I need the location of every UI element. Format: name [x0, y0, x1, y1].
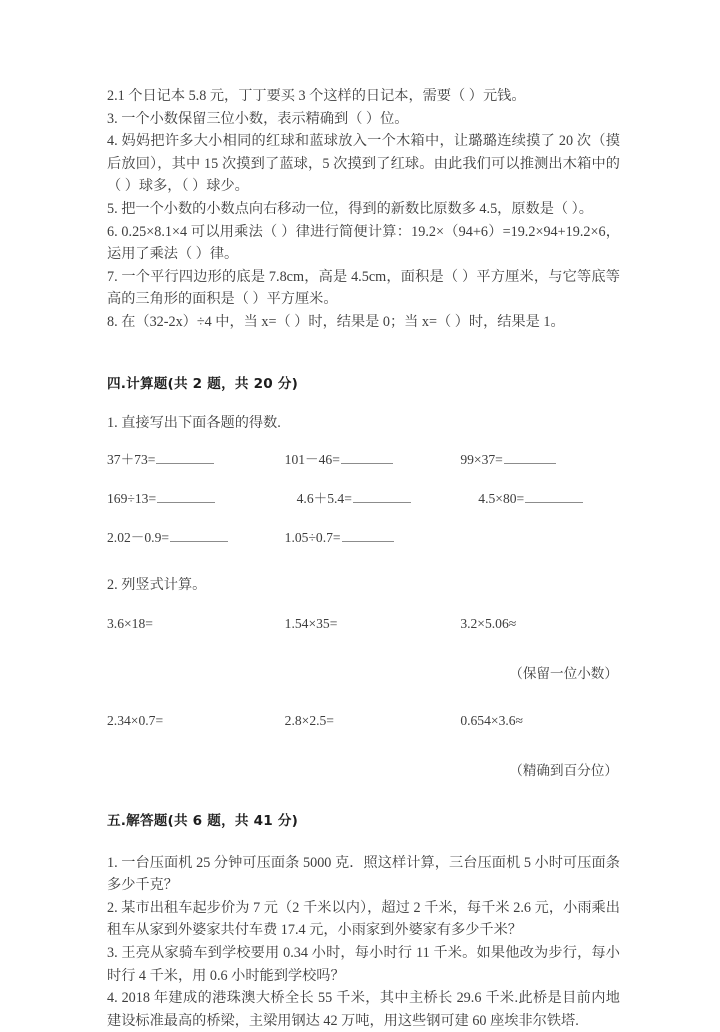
- section-heading-five: 五.解答题(共 6 题，共 41 分): [107, 812, 299, 829]
- vertical-calc-cell: [107, 711, 285, 731]
- oral-calc-cell: [460, 450, 620, 470]
- vertical-calc-cell: [460, 614, 620, 634]
- answer-blank-line[interactable]: [170, 530, 228, 542]
- fill-item-2: 2.1 个日记本 5.8 元，丁丁要买 3 个这样的日记本，需要（ ）元钱。: [107, 88, 526, 104]
- subprompt-vertical-calculation: 2. 列竖式计算。: [107, 576, 207, 593]
- section-heading-four: 四.计算题(共 2 题，共 20 分): [107, 375, 299, 392]
- oral-calc-expression: 4.6＋5.4=: [296, 490, 352, 506]
- oral-calc-expression: 37＋73=: [107, 451, 156, 467]
- rounding-note-one-decimal: （保留一位小数）: [509, 665, 618, 681]
- oral-calculation-grid: [107, 450, 620, 548]
- oral-calc-cell: [107, 528, 285, 548]
- fill-item-3: 3. 一个小数保留三位小数，表示精确到（ ）位。: [107, 110, 409, 127]
- vertical-calc-row: [107, 614, 620, 634]
- oral-calc-cell: [285, 528, 461, 548]
- subprompt-oral-calculation: 1. 直接写出下面各题的得数.: [107, 414, 281, 431]
- vertical-calc-expression: 2.34×0.7=: [107, 712, 164, 728]
- fill-item-4: 4. 妈妈把许多大小相同的红球和蓝球放入一个木箱中，让璐璐连续摸了 20 次（摸后放回），其中 15 次摸到了蓝球，5 次摸到了红球。由此我们可以推测出木箱中的（ ）球多，（ ）球少。: [107, 133, 620, 195]
- fill-in-blank-section: [107, 85, 620, 334]
- oral-calc-cell: [285, 450, 461, 470]
- oral-calc-expression: 99×37=: [460, 451, 503, 467]
- answer-item-4: 4. 2018 年建成的港珠澳大桥全长 55 千米，其中主桥长 29.6 千米.此桥是目前内地建设标准最高的桥梁，主梁用钢达 42 万吨，用这些钢可建 60 座埃非尔铁塔.: [107, 990, 620, 1029]
- answer-blank-line[interactable]: [342, 530, 394, 542]
- vertical-calc-expression: 2.8×2.5=: [284, 712, 334, 728]
- answer-item-1: 1. 一台压面机 25 分钟可压面条 5000 克．照这样计算，三台压面机 5 小时可压面条多少千克？: [107, 854, 620, 894]
- vertical-calc-cell: [285, 711, 461, 731]
- oral-calc-cell: [285, 489, 461, 509]
- answer-blank-line[interactable]: [525, 491, 583, 503]
- spacer: [107, 682, 620, 711]
- vertical-calc-expression: 1.54×35=: [284, 615, 338, 631]
- oral-calc-cell: [460, 489, 620, 509]
- oral-calc-cell: [107, 489, 285, 509]
- oral-calc-cell-empty: [460, 528, 620, 548]
- vertical-calc-cell: [460, 711, 620, 731]
- answer-blank-line[interactable]: [341, 452, 393, 464]
- vertical-calc-expression: 3.6×18=: [107, 615, 153, 631]
- vertical-calc-expression: 3.2×5.06≈: [460, 615, 517, 631]
- fill-item-8: 8. 在（32-2x）÷4 中，当 x=（ ）时，结果是 0；当 x=（ ）时，结果是 1。: [107, 313, 565, 330]
- fill-item-5: 5. 把一个小数的小数点向右移动一位，得到的新数比原数多 4.5，原数是（ ）。: [107, 200, 593, 217]
- answer-blank-line[interactable]: [157, 491, 215, 503]
- vertical-calculation-grid: [107, 614, 620, 779]
- oral-calc-row: [107, 489, 620, 509]
- oral-calc-expression: 4.5×80=: [478, 490, 525, 506]
- answer-item-2: 2. 某市出租车起步价为 7 元（2 千米以内），超过 2 千米，每千米 2.6 元，小雨乘出租车从家到外婆家共付车费 17.4 元，小雨家到外婆家有多少千米？: [107, 899, 620, 939]
- oral-calc-row: [107, 450, 620, 470]
- vertical-calc-row: [107, 711, 620, 731]
- oral-calc-expression: 2.02－0.9=: [107, 529, 170, 545]
- rounding-note-hundredths: （精确到百分位）: [509, 762, 618, 778]
- fill-item-6: 6. 0.25×8.1×4 可以用乘法（ ）律进行简便计算：19.2×（94+6）=19.2×94+19.2×6，运用了乘法（ ）律。: [107, 223, 620, 263]
- answer-item-3: 3. 王亮从家骑车到学校要用 0.34 小时，每小时行 11 千米。如果他改为步行，每小时行 4 千米，用 0.6 小时能到学校吗？: [107, 944, 620, 984]
- answer-blank-line[interactable]: [156, 452, 214, 464]
- vertical-calc-cell: [107, 614, 285, 634]
- oral-calc-expression: 169÷13=: [107, 490, 157, 506]
- answer-question-section: [107, 852, 620, 1032]
- answer-blank-line[interactable]: [353, 491, 411, 503]
- oral-calc-row: [107, 528, 620, 548]
- oral-calc-expression: 101－46=: [284, 451, 340, 467]
- vertical-calc-expression: 0.654×3.6≈: [460, 712, 524, 728]
- oral-calc-expression: 1.05÷0.7=: [284, 529, 341, 545]
- fill-item-7: 7. 一个平行四边形的底是 7.8cm，高是 4.5cm，面积是（ ）平方厘米，与它等底等高的三角形的面积是（ ）平方厘米。: [107, 268, 620, 308]
- vertical-calc-cell: [285, 614, 461, 634]
- answer-blank-line[interactable]: [504, 452, 556, 464]
- oral-calc-cell: [107, 450, 285, 470]
